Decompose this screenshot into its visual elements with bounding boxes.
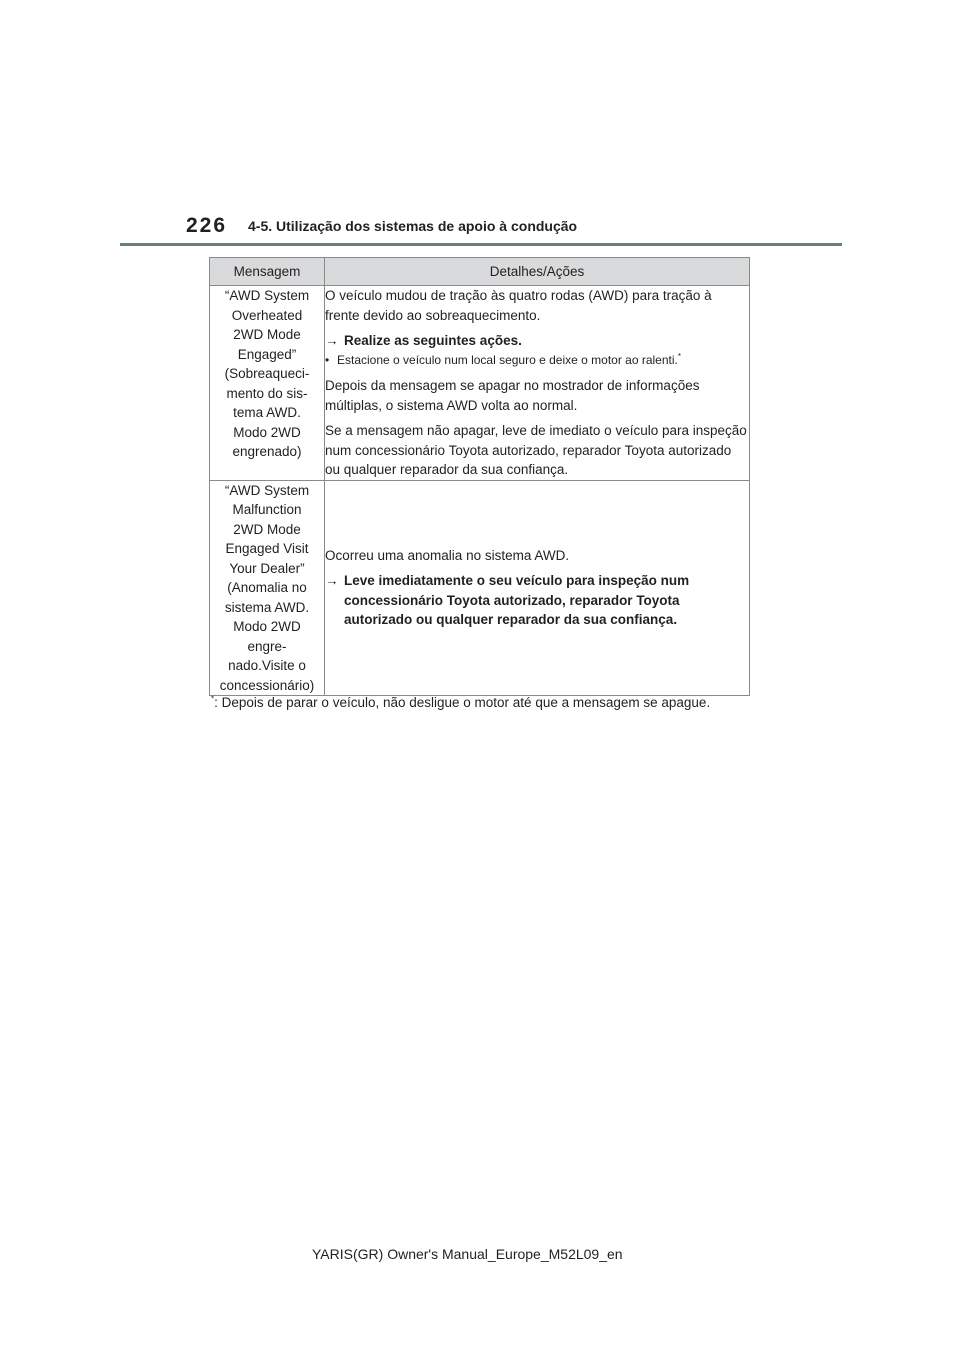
message-cell	[210, 286, 325, 481]
message-line: 2WD Mode	[233, 327, 301, 342]
action-instruction	[325, 331, 749, 351]
message-line: (Sobreaqueci-	[224, 366, 310, 381]
bullet-icon: •	[325, 352, 330, 367]
message-cell	[210, 480, 325, 696]
details-cell	[325, 480, 750, 696]
message-line: engrenado)	[232, 444, 302, 459]
message-line: Engaged Visit	[225, 541, 309, 556]
footnote-mark: *	[211, 694, 215, 704]
bullet-text: Estacione o veículo num local seguro e deixe o motor ao ralenti.	[337, 352, 678, 367]
message-line: concessionário)	[219, 677, 315, 693]
message-line: (Anomalia no	[227, 580, 307, 595]
details-intro: O veículo mudou de tração às quatro rodas (AWD) para tração à frente devido ao sobreaquecimento.	[325, 288, 712, 323]
message-line: Malfunction	[232, 502, 302, 517]
message-line: tema AWD.	[233, 405, 301, 420]
message-line: 2WD Mode	[233, 521, 301, 537]
message-line: Overheated	[231, 307, 303, 323]
message-line: sistema AWD.	[224, 599, 310, 615]
manual-footer: YARIS(GR) Owner's Manual_Europe_M52L09_en	[312, 1246, 623, 1262]
footnote	[211, 695, 710, 710]
action-text: Realize as seguintes ações.	[344, 333, 522, 348]
column-header-details: Detalhes/Ações	[325, 258, 750, 286]
header-rule	[120, 243, 842, 246]
table-row	[210, 480, 750, 696]
message-line: Modo 2WD	[233, 424, 301, 440]
message-line: mento do sis-	[226, 385, 308, 401]
details-cell	[325, 286, 750, 481]
section-title: 4-5. Utilização dos sistemas de apoio à condução	[248, 218, 578, 234]
message-table	[209, 257, 750, 696]
message-line: Engaged”	[237, 346, 297, 362]
table-header-row	[210, 258, 750, 286]
details-paragraph: Depois da mensagem se apagar no mostrador de informações múltiplas, o sistema AWD volta ao normal.	[325, 378, 700, 413]
details-paragraph: Se a mensagem não apagar, leve de imediato o veículo para inspeção num concessionário Toyota autorizado, reparador Toyota autorizado ou qualquer reparador da sua confiança.	[325, 423, 747, 477]
message-line: Modo 2WD	[233, 619, 301, 634]
message-line: “AWD System	[224, 482, 310, 498]
footnote-text: : Depois de parar o veículo, não desligue o motor até que a mensagem se apague.	[214, 695, 711, 710]
page-number: 226	[186, 214, 228, 237]
arrow-icon: →	[325, 333, 339, 348]
table-row	[210, 286, 750, 481]
message-line: nado.Visite o	[228, 658, 306, 673]
action-text: Leve imediatamente o seu veículo para inspeção num concessionário Toyota autorizado, reparador Toyota autorizado ou qualquer reparador da sua confiança.	[344, 573, 690, 628]
arrow-icon: →	[325, 573, 339, 589]
column-header-message: Mensagem	[210, 258, 325, 286]
message-line: Your Dealer”	[229, 560, 305, 576]
bullet-item	[325, 351, 749, 371]
footnote-mark: *	[677, 351, 681, 361]
message-line: “AWD System	[224, 288, 310, 303]
message-line: engre-	[247, 638, 287, 654]
details-intro: Ocorreu uma anomalia no sistema AWD.	[325, 547, 570, 563]
action-instruction	[325, 571, 749, 630]
